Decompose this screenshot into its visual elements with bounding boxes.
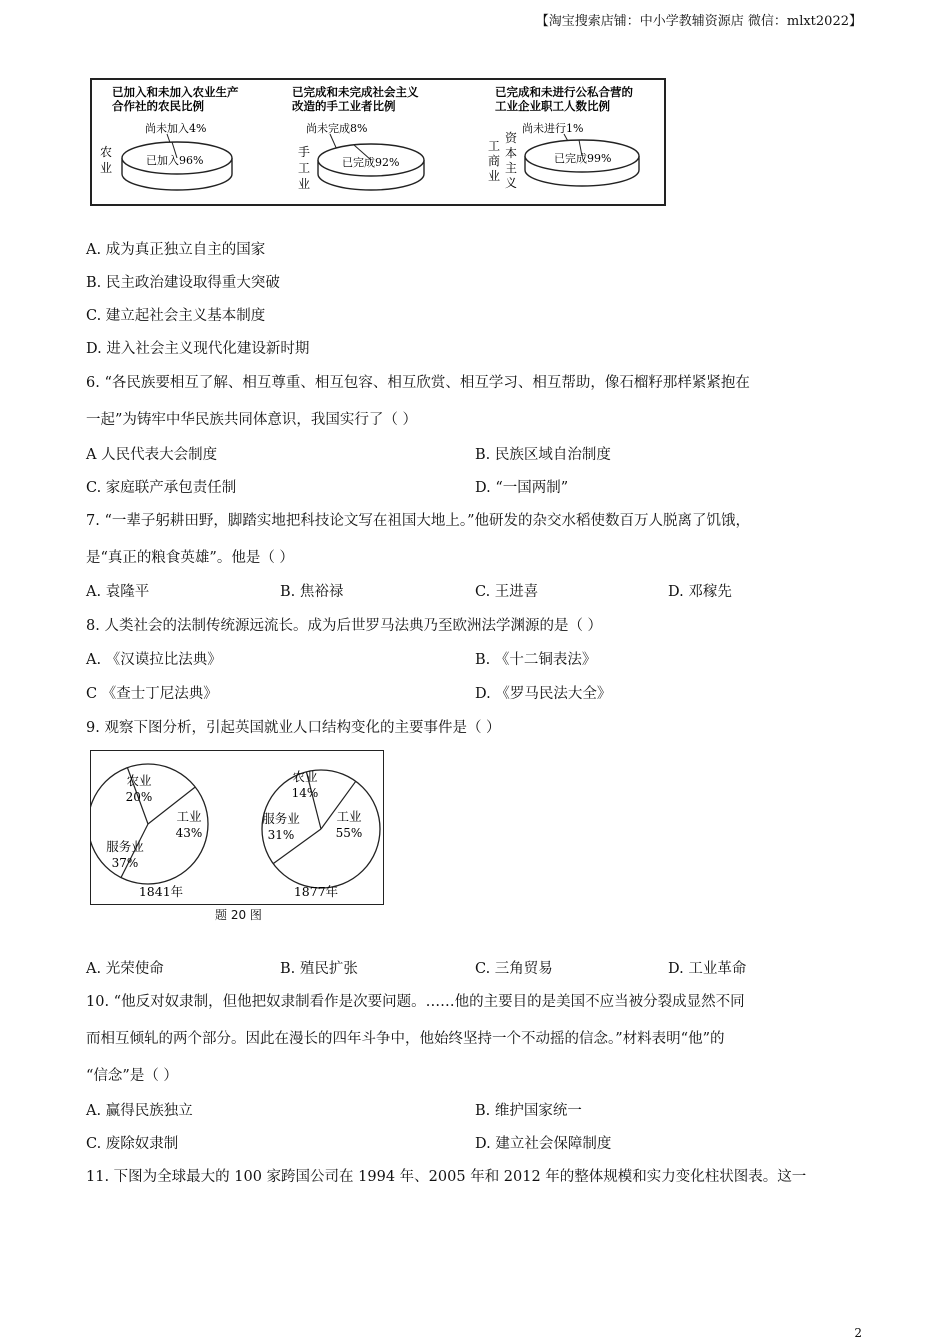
pie-slice-label: 农业 xyxy=(126,773,152,788)
pie-slice-label: 服务业 xyxy=(106,839,144,854)
pie-slice-value: 20% xyxy=(125,790,153,804)
q5-option-c: C. 建立起社会主义基本制度 xyxy=(86,308,266,324)
pie1-title1: 已加入和未加入农业生产 xyxy=(112,85,239,99)
pie2-big-label: 已完成92% xyxy=(342,156,400,169)
pie3-side2-3: 主 xyxy=(505,161,518,175)
q8-option-c: C 《查士丁尼法典》 xyxy=(86,686,218,702)
q7-option-d: D. 邓稼先 xyxy=(668,584,732,600)
pie3-side2-1: 资 xyxy=(505,131,518,145)
figure-caption: 题 20 图 xyxy=(215,908,262,922)
q7-option-b: B. 焦裕禄 xyxy=(280,584,344,600)
pie1-title2: 合作社的农民比例 xyxy=(112,99,204,113)
q7-stem-line1: 7. “一辈子躬耕田野，脚踏实地把科技论文写在祖国大地上。”他研发的杂交水稻使数百万人脱离了饥饿， xyxy=(86,513,751,529)
pie1-side-2: 业 xyxy=(100,161,113,175)
pie2-side-3: 业 xyxy=(298,177,311,191)
pie-slice-label: 服务业 xyxy=(262,811,300,826)
pie2-title1: 已完成和未完成社会主义 xyxy=(292,85,419,99)
pie2-side-1: 手 xyxy=(298,145,311,159)
q7-option-c: C. 王进喜 xyxy=(475,584,539,600)
pie3-side-3: 业 xyxy=(488,169,501,183)
pie-slice-value: 14% xyxy=(291,786,319,800)
q11-stem-line1: 11. 下图为全球最大的 100 家跨国公司在 1994 年、2005 年和 2012 年的整体规模和实力变化柱状图表。这一 xyxy=(86,1169,807,1185)
pie-slice-label: 工业 xyxy=(336,809,362,824)
page-header: 【淘宝搜索店铺：中小学教辅资源店 微信：mlxt2022】 xyxy=(535,14,862,29)
q7-stem-line2: 是“真正的粮食英雄”。他是（ ） xyxy=(86,550,294,566)
pie-slice-label: 工业 xyxy=(176,809,202,824)
pie-slice-value: 43% xyxy=(175,826,203,840)
q5-option-d: D. 进入社会主义现代化建设新时期 xyxy=(86,341,310,357)
q10-option-a: A. 赢得民族独立 xyxy=(86,1103,193,1119)
q9-option-d: D. 工业革命 xyxy=(668,961,747,977)
q8-option-a: A. 《汉谟拉比法典》 xyxy=(86,652,222,668)
q6-stem-line2: 一起”为铸牢中华民族共同体意识，我国实行了（ ） xyxy=(86,412,418,428)
employment-pies-svg xyxy=(91,751,382,903)
pie-industry-commerce xyxy=(488,85,639,190)
pie-slice-value: 31% xyxy=(267,828,295,842)
pie1-small-label: 尚未加入4% xyxy=(145,122,207,135)
q6-stem-line1: 6. “各民族要相互了解、相互尊重、相互包容、相互欣赏、相互学习、相互帮助，像石榴籽那样紧紧抱在 xyxy=(86,375,750,391)
q5-option-a: A. 成为真正独立自主的国家 xyxy=(86,242,266,258)
pie-year-title: 1877年 xyxy=(293,884,339,899)
pie3-side2-2: 本 xyxy=(505,146,518,160)
q10-stem-line1: 10. “他反对奴隶制，但他把奴隶制看作是次要问题。……他的主要目的是美国不应当被分裂成显然不同 xyxy=(86,994,745,1010)
socialist-transformation-figure xyxy=(90,78,666,206)
pie3-side-1: 工 xyxy=(488,139,501,153)
q10-stem-line3: “信念”是（ ） xyxy=(86,1068,178,1084)
pie-slice-value: 55% xyxy=(335,826,363,840)
pie3-big-label: 已完成99% xyxy=(554,152,612,165)
employment-structure-chart xyxy=(90,750,384,905)
q10-stem-line2: 而相互倾轧的两个部分。因此在漫长的四年斗争中，他始终坚持一个不动摇的信念。”材料表明“他”的 xyxy=(86,1031,725,1047)
q6-option-d: D. “一国两制” xyxy=(475,480,569,496)
pie-slice-label: 农业 xyxy=(292,769,318,784)
q10-option-b: B. 维护国家统一 xyxy=(475,1103,582,1119)
q6-option-b: B. 民族区域自治制度 xyxy=(475,447,611,463)
q9-option-c: C. 三角贸易 xyxy=(475,961,553,977)
q8-option-b: B. 《十二铜表法》 xyxy=(475,652,597,668)
q9-stem: 9. 观察下图分析，引起英国就业人口结构变化的主要事件是（ ） xyxy=(86,720,501,736)
pie3-side2-4: 义 xyxy=(505,176,518,190)
pie1-big-label: 已加入96% xyxy=(146,154,204,167)
pie1-side-1: 农 xyxy=(100,145,113,159)
pie2-title2: 改造的手工业者比例 xyxy=(292,99,396,113)
q9-option-a: A. 光荣使命 xyxy=(86,961,164,977)
pie3-title2: 工业企业职工人数比例 xyxy=(495,99,610,113)
q10-option-d: D. 建立社会保障制度 xyxy=(475,1136,612,1152)
q10-option-c: C. 废除奴隶制 xyxy=(86,1136,179,1152)
q8-option-d: D. 《罗马民法大全》 xyxy=(475,686,612,702)
q9-option-b: B. 殖民扩张 xyxy=(280,961,358,977)
pie2-small-label: 尚未完成8% xyxy=(306,122,368,135)
page-number: 2 xyxy=(854,1326,862,1340)
q7-option-a: A. 袁隆平 xyxy=(86,584,150,600)
q5-option-b: B. 民主政治建设取得重大突破 xyxy=(86,275,280,291)
q6-option-a: A 人民代表大会制度 xyxy=(86,447,218,463)
pie-handicraft xyxy=(292,85,424,191)
pie3-side-2: 商 xyxy=(488,154,501,168)
q6-option-c: C. 家庭联产承包责任制 xyxy=(86,480,237,496)
pie-year-title: 1841年 xyxy=(138,884,184,899)
pie3-title1: 已完成和未进行公私合营的 xyxy=(495,85,633,99)
pie-slice-value: 37% xyxy=(111,856,139,870)
q8-stem: 8. 人类社会的法制传统源远流长。成为后世罗马法典乃至欧洲法学渊源的是（ ） xyxy=(86,618,603,634)
pie-agriculture xyxy=(100,85,239,190)
pie2-side-2: 工 xyxy=(298,161,311,175)
pie3-small-label: 尚未进行1% xyxy=(522,122,584,135)
